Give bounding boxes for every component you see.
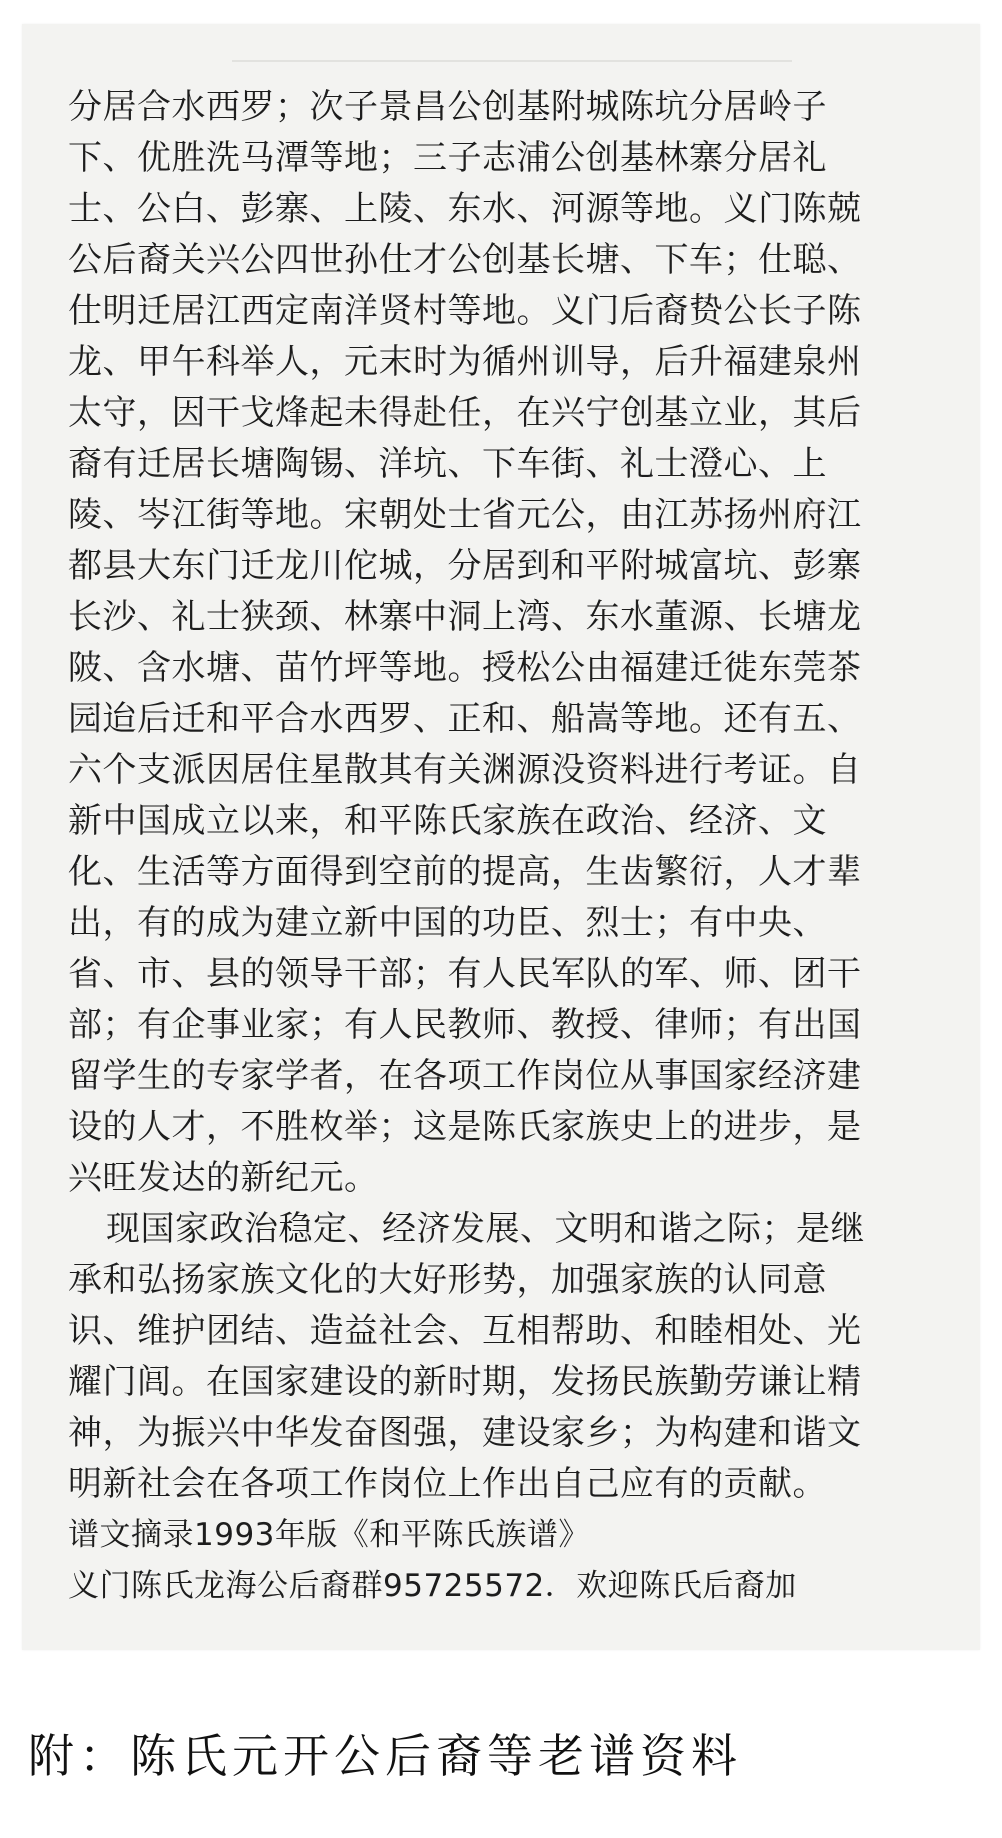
page-edge-line bbox=[232, 60, 792, 62]
text-line: 公后裔关兴公四世孙仕才公创基长塘、下车；仕聪、 bbox=[68, 240, 862, 280]
text-line: 下、优胜洗马潭等地；三子志浦公创基林寨分居礼 bbox=[68, 138, 827, 178]
text-line: 承和弘扬家族文化的大好形势，加强家族的认同意 bbox=[68, 1260, 827, 1300]
text-line: 裔有迁居长塘陶锡、洋坑、下车街、礼士澄心、上 bbox=[68, 444, 827, 484]
page-caption: 附：陈氏元开公后裔等老谱资料 bbox=[28, 1729, 742, 1783]
text-line: 部；有企事业家；有人民教师、教授、律师；有出国 bbox=[68, 1005, 862, 1045]
text-line: 明新社会在各项工作岗位上作出自己应有的贡献。 bbox=[68, 1464, 827, 1504]
text-line: 都县大东门迁龙川佗城，分居到和平附城富坑、彭寨 bbox=[68, 546, 862, 586]
text-line: 长沙、礼士狭颈、林寨中洞上湾、东水董源、长塘龙 bbox=[68, 597, 862, 637]
text-line: 士、公白、彭寨、上陵、东水、河源等地。义门陈兢 bbox=[68, 189, 862, 229]
text-line: 分居合水西罗；次子景昌公创基附城陈坑分居岭子 bbox=[68, 87, 827, 127]
text-line: 陂、含水塘、苗竹坪等地。授松公由福建迁徙东莞茶 bbox=[68, 648, 862, 688]
text-line: 留学生的专家学者，在各项工作岗位从事国家经济建 bbox=[68, 1056, 862, 1096]
group-notice: 义门陈氏龙海公后裔群95725572．欢迎陈氏后裔加 bbox=[68, 1568, 797, 1604]
text-line: 兴旺发达的新纪元。 bbox=[68, 1158, 379, 1198]
source-citation: 谱文摘录1993年版《和平陈氏族谱》 bbox=[68, 1517, 590, 1553]
text-line: 六个支派因居住星散其有关渊源没资料进行考证。自 bbox=[68, 750, 862, 790]
text-line: 化、生活等方面得到空前的提高，生齿繁衍，人才辈 bbox=[68, 852, 862, 892]
text-line: 园迨后迁和平合水西罗、正和、船嵩等地。还有五、 bbox=[68, 699, 862, 739]
text-line: 出，有的成为建立新中国的功臣、烈士；有中央、 bbox=[68, 903, 827, 943]
text-line: 设的人才，不胜枚举；这是陈氏家族史上的进步，是 bbox=[68, 1107, 862, 1147]
text-line: 识、维护团结、造益社会、互相帮助、和睦相处、光 bbox=[68, 1311, 862, 1351]
scanned-page bbox=[22, 24, 980, 1650]
text-line: 太守，因干戈烽起未得赴任，在兴宁创基立业，其后 bbox=[68, 393, 862, 433]
text-line: 陵、岑江街等地。宋朝处士省元公，由江苏扬州府江 bbox=[68, 495, 862, 535]
text-line: 耀门闾。在国家建设的新时期，发扬民族勤劳谦让精 bbox=[68, 1362, 862, 1402]
text-line: 龙、甲午科举人，元末时为循州训导，后升福建泉州 bbox=[68, 342, 862, 382]
paragraph-start-line: 现国家政治稳定、经济发展、文明和谐之际；是继 bbox=[106, 1209, 865, 1249]
text-line: 仕明迁居江西定南洋贤村等地。义门后裔贽公长子陈 bbox=[68, 291, 862, 331]
text-line: 省、市、县的领导干部；有人民军队的军、师、团干 bbox=[68, 954, 862, 994]
document-body bbox=[68, 82, 968, 1612]
text-line: 新中国成立以来，和平陈氏家族在政治、经济、文 bbox=[68, 801, 827, 841]
text-line: 神，为振兴中华发奋图强，建设家乡；为构建和谐文 bbox=[68, 1413, 862, 1453]
